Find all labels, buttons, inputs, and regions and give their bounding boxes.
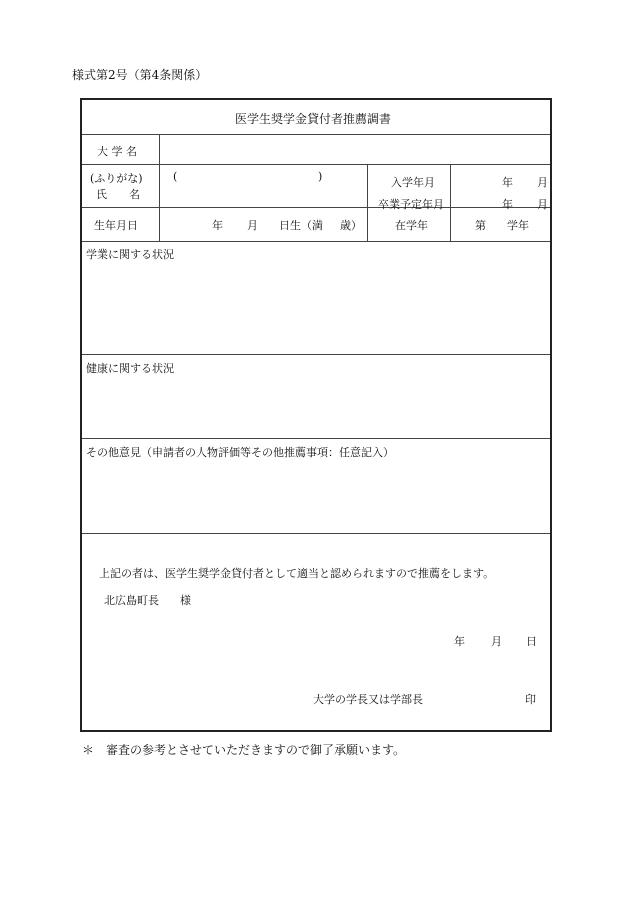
academic-section-label: 学業に関する状況: [86, 248, 174, 261]
recommendation-form: [80, 98, 552, 732]
health-section-label: 健康に関する状況: [86, 362, 174, 375]
paren-open: (: [173, 170, 178, 183]
form-reference: 様式第2号（第4条関係）: [72, 68, 208, 82]
divider: [450, 164, 451, 241]
form-title: 医学生奨学金貸付者推薦調書: [235, 112, 392, 126]
birth-label: 生年月日: [94, 219, 138, 232]
footnote: ＊ 審査の参考とさせていただきますので御了承願います。: [82, 743, 406, 757]
enroll-year-unit: 年: [502, 176, 513, 189]
divider: [82, 438, 550, 439]
grade-suffix: 学年: [507, 219, 529, 232]
divider: [82, 354, 550, 355]
grad-year-unit: 年: [502, 198, 513, 211]
recommendation-statement: 上記の者は、医学生奨学金貸付者として適当と認められますので推薦をします。: [99, 567, 495, 580]
university-value[interactable]: [167, 139, 542, 159]
date-year-unit: 年: [454, 635, 465, 648]
paren-close: ): [318, 170, 323, 183]
university-label: 大 学 名: [97, 145, 137, 158]
grade-label: 在学年: [395, 219, 428, 232]
divider: [82, 533, 550, 534]
enroll-month-unit: 月: [537, 176, 548, 189]
other-section-label: その他意見（申請者の人物評価等その他推薦事項：任意記入）: [86, 446, 394, 459]
divider: [82, 164, 550, 165]
divider: [82, 134, 550, 135]
honorific: 様: [180, 594, 191, 607]
enroll-label: 入学年月: [391, 176, 435, 189]
birth-year-unit: 年: [212, 219, 223, 232]
birth-age-end: 歳）: [340, 219, 362, 232]
divider: [367, 164, 368, 241]
furigana-label: (ふりがな): [90, 172, 143, 185]
name-label: 氏 名: [96, 188, 140, 201]
date-month-unit: 月: [491, 635, 502, 648]
addressee: 北広島町長: [104, 594, 159, 607]
grade-prefix: 第: [475, 219, 486, 232]
signatory: 大学の学長又は学部長: [313, 693, 423, 706]
birth-month-unit: 月: [247, 219, 258, 232]
divider: [82, 207, 550, 208]
grad-label: 卒業予定年月: [378, 198, 444, 211]
seal-mark: 印: [525, 693, 536, 706]
date-day-unit: 日: [526, 635, 537, 648]
divider: [159, 134, 160, 241]
grad-month-unit: 月: [537, 198, 548, 211]
divider: [82, 241, 550, 242]
birth-day-age: 日生（満: [279, 219, 323, 232]
